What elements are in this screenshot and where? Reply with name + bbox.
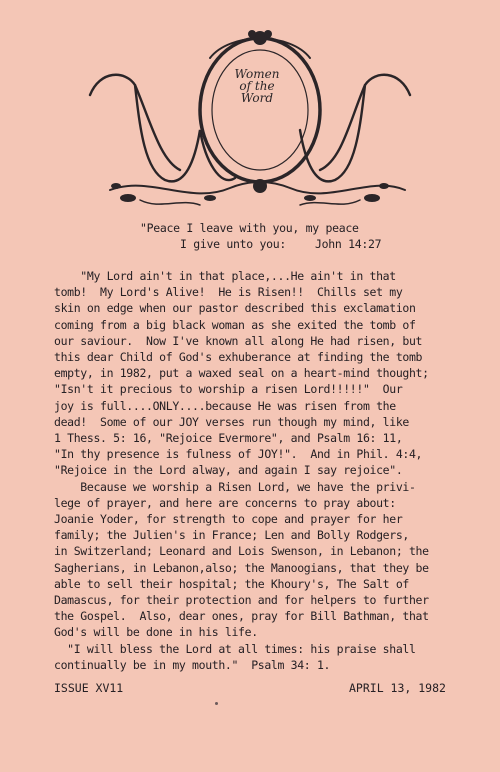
ink-speck [215,702,218,705]
body-line: Damascus, for their protection and for helpers to further [54,593,429,608]
body-line: "I will bless the Lord at all times: his praise shall [54,641,416,656]
body-line: dead! Some of our JOY verses run though my mind, like [54,414,409,429]
body-line: "My Lord ain't in that place,...He ain't in that [54,269,396,283]
logo-text-line: of the [239,79,275,93]
body-line: coming from a big black woman as she exited the tomb of [54,317,416,332]
issue-number: ISSUE XV11 [54,681,124,695]
body-line: continually be in my mouth." Psalm 34: 1. [54,657,331,672]
body-line: in Switzerland; Leonard and Lois Swenson, in Lebanon; the [54,544,429,559]
body-line: God's will be done in his life. [54,625,258,640]
body-line: Joanie Yoder, for strength to cope and prayer for her [54,512,403,527]
body-line: "Rejoice in the Lord alway, and again I say rejoice". [54,463,403,478]
logo-caption [222,68,292,104]
body-line: empty, in 1982, put a waxed seal on a heart-mind thought; [54,366,429,381]
body-line: tomb! My Lord's Alive! He is Risen!! Chills set my [54,285,403,300]
opening-verse [140,220,460,252]
body-line: "Isn't it precious to worship a risen Lord!!!!!" Our [54,382,403,397]
verse-reference: John 14:27 [315,237,382,251]
issue-date: APRIL 13, 1982 [349,681,446,695]
logo-text-line: Word [240,91,274,105]
body-line: Because we worship a Risen Lord, we have the privi- [54,479,416,494]
body-line: this dear Child of God's exhuberance at finding the tomb [54,350,423,365]
body-line: Sagherians, in Lebanon,also; the Manoogians, that they be [54,560,429,575]
body-line: family; the Julien's in France; Len and Bolly Rodgers, [54,528,409,543]
logo-text-line: Women [234,67,280,81]
body-line: skin on edge when our pastor described this exclamation [54,301,416,316]
body-line: 1 Thess. 5: 16, "Rejoice Evermore", and Psalm 16: 11, [54,431,403,446]
body-line: lege of prayer, and here are concerns to pray about: [54,495,396,510]
verse-line-2: I give unto you: [180,237,286,251]
body-line: joy is full....ONLY....because He was risen from the [54,398,396,413]
body-line: "In thy presence is fulness of JOY!". And in Phil. 4:4, [54,447,423,462]
body-line: our saviour. Now I've known all along He had risen, but [54,333,423,348]
wow-logo [80,10,420,220]
body-line: able to sell their hospital; the Khoury's, The Salt of [54,576,409,591]
verse-line-1: "Peace I leave with you, my peace [140,221,359,235]
letter-body [54,268,474,673]
body-line: the Gospel. Also, dear ones, pray for Bill Bathman, that [54,609,429,624]
